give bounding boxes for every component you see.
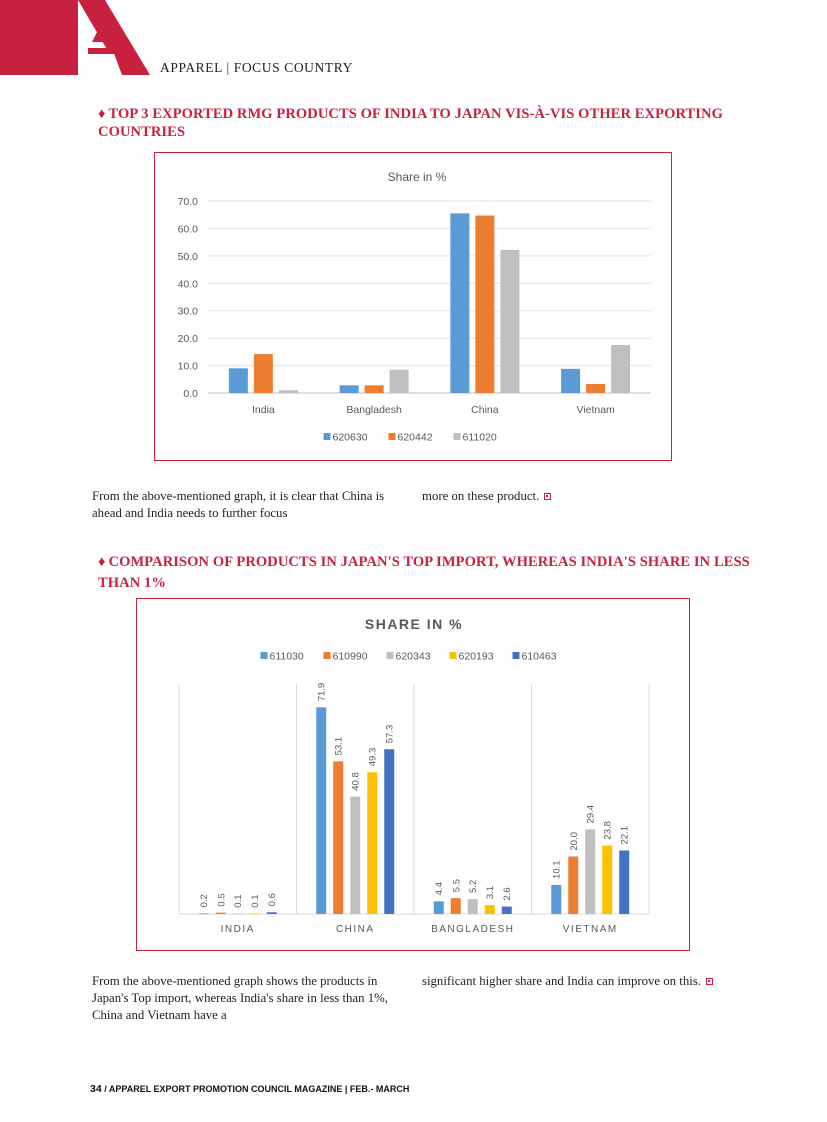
page-number: 34 <box>90 1083 102 1095</box>
section1-paragraph-right <box>422 488 724 505</box>
legend-swatch-611020 <box>454 433 461 440</box>
y-tick-label: 40.0 <box>177 278 198 291</box>
data-label: 0.6 <box>267 893 279 907</box>
section2-paragraph-left: From the above-mentioned graph shows the products in Japan's Top import, whereas India's share in less than 1%, China and Vietnam have a <box>92 974 388 1022</box>
x-tick-label: Vietnam <box>576 404 615 416</box>
legend-label: 620630 <box>332 431 368 444</box>
x-tick-label: VIETNAM <box>562 924 618 935</box>
data-label: 5.5 <box>451 878 463 893</box>
page-footer <box>90 1083 409 1095</box>
bar-620442-india <box>254 354 273 393</box>
bar-620630-india <box>229 368 248 393</box>
bar-620630-china <box>450 213 469 393</box>
bar-610463-vietnam <box>619 850 629 914</box>
bar-611020-vietnam <box>611 345 630 393</box>
x-tick-label: Bangladesh <box>346 404 402 416</box>
bar-611020-bangladesh <box>390 370 409 393</box>
bar-610463-china <box>384 749 394 914</box>
y-tick-label: 30.0 <box>177 305 198 318</box>
bar-611020-india <box>279 390 298 393</box>
data-label: 29.4 <box>585 804 597 824</box>
data-label: 5.2 <box>468 879 480 894</box>
bar-620193-china <box>367 772 377 914</box>
section2-heading-text: COMPARISON OF PRODUCTS IN JAPAN'S TOP IMPORT, WHEREAS INDIA'S SHARE IN LESS THAN 1% <box>98 554 750 591</box>
legend-label: 620442 <box>397 431 433 444</box>
legend-swatch-620442 <box>389 433 396 440</box>
legend-swatch-620630 <box>324 433 331 440</box>
bar-610990-bangladesh <box>451 898 461 914</box>
legend-swatch-620343 <box>387 652 394 659</box>
bar-620343-vietnam <box>585 829 595 914</box>
y-tick-label: 70.0 <box>177 196 198 208</box>
data-label: 0.1 <box>233 894 245 908</box>
data-label: 0.1 <box>250 894 262 908</box>
legend-swatch-611030 <box>261 652 268 659</box>
x-tick-label: BANGLADESH <box>431 924 515 935</box>
legend-swatch-610463 <box>513 652 520 659</box>
data-label: 4.4 <box>434 882 446 896</box>
chart1-plot <box>155 153 673 462</box>
data-label: 2.6 <box>502 887 514 901</box>
bar-611030-china <box>316 707 326 914</box>
y-tick-label: 0.0 <box>183 388 198 400</box>
magazine-logo <box>0 0 160 80</box>
section2-heading <box>98 552 758 594</box>
end-mark-icon <box>544 493 551 500</box>
data-label: 20.0 <box>568 832 580 851</box>
bar-620630-vietnam <box>561 369 580 393</box>
legend-label: 611030 <box>269 650 304 663</box>
x-tick-label: CHINA <box>335 924 375 935</box>
data-label: 49.3 <box>367 747 379 767</box>
bar-620442-china <box>475 216 494 393</box>
data-label: 0.2 <box>199 894 211 908</box>
section-label: APPAREL | FOCUS COUNTRY <box>160 60 353 75</box>
bar-620193-vietnam <box>602 846 612 914</box>
data-label: 3.1 <box>485 885 497 900</box>
diamond-bullet-icon: ♦ <box>98 106 106 122</box>
bar-610990-vietnam <box>568 857 578 915</box>
section1-paragraph-right-text: more on these product. <box>422 489 540 503</box>
data-label: 40.8 <box>350 772 362 791</box>
legend-label: 610990 <box>332 650 368 663</box>
bar-620630-bangladesh <box>340 385 359 393</box>
footer-text: / APPAREL EXPORT PROMOTION COUNCIL MAGAZINE | FEB.- MARCH <box>104 1084 410 1094</box>
bar-610990-china <box>333 761 343 914</box>
data-label: 23.8 <box>602 821 614 840</box>
y-tick-label: 60.0 <box>177 223 198 236</box>
x-tick-label: China <box>471 404 499 416</box>
chart-share-japan-top-imports <box>136 598 690 951</box>
diamond-bullet-icon: ♦ <box>98 554 106 570</box>
bar-620442-bangladesh <box>365 385 384 393</box>
data-label: 22.1 <box>619 825 631 845</box>
bar-620442-vietnam <box>586 384 605 393</box>
bar-620343-china <box>350 797 360 914</box>
legend-label: 620343 <box>395 650 431 663</box>
bar-611030-india <box>199 913 209 914</box>
chart-share-top3-products <box>154 152 672 461</box>
x-tick-label: India <box>251 404 275 416</box>
section2-paragraph-right-text: significant higher share and India can improve on this. <box>422 974 701 988</box>
legend-label: 611020 <box>462 431 497 444</box>
chart1-title: Share in % <box>387 170 447 184</box>
bar-620193-bangladesh <box>485 905 495 914</box>
y-tick-label: 50.0 <box>177 250 198 263</box>
legend-label: 620193 <box>458 650 494 663</box>
chart2-plot <box>137 599 691 952</box>
y-tick-label: 10.0 <box>177 360 198 373</box>
data-label: 0.5 <box>216 893 228 907</box>
bar-611030-bangladesh <box>434 901 444 914</box>
y-tick-label: 20.0 <box>177 333 198 346</box>
legend-swatch-620193 <box>450 652 457 659</box>
data-label: 53.1 <box>333 736 345 756</box>
data-label: 71.9 <box>316 682 328 702</box>
bar-610463-bangladesh <box>502 907 512 914</box>
bar-620343-india <box>233 914 243 915</box>
section1-heading <box>98 105 758 141</box>
bar-611020-china <box>500 250 519 393</box>
chart2-title: SHARE IN % <box>364 616 464 632</box>
bar-611030-vietnam <box>551 885 561 914</box>
section1-paragraph-left: From the above-mentioned graph, it is clear that China is ahead and India needs to further focus <box>92 489 385 520</box>
legend-swatch-610990 <box>324 652 331 659</box>
end-mark-icon <box>706 978 713 985</box>
legend-label: 610463 <box>521 650 557 663</box>
bar-620193-india <box>250 914 260 915</box>
section1-heading-text: TOP 3 EXPORTED RMG PRODUCTS OF INDIA TO JAPAN VIS-À-VIS OTHER EXPORTING COUNTRIES <box>98 106 723 140</box>
bar-610990-india <box>216 913 226 914</box>
x-tick-label: INDIA <box>220 924 255 935</box>
data-label: 10.1 <box>551 860 563 879</box>
bar-620343-bangladesh <box>468 899 478 914</box>
section2-paragraph-right <box>422 973 724 990</box>
data-label: 57.3 <box>384 724 396 744</box>
bar-610463-india <box>267 912 277 914</box>
